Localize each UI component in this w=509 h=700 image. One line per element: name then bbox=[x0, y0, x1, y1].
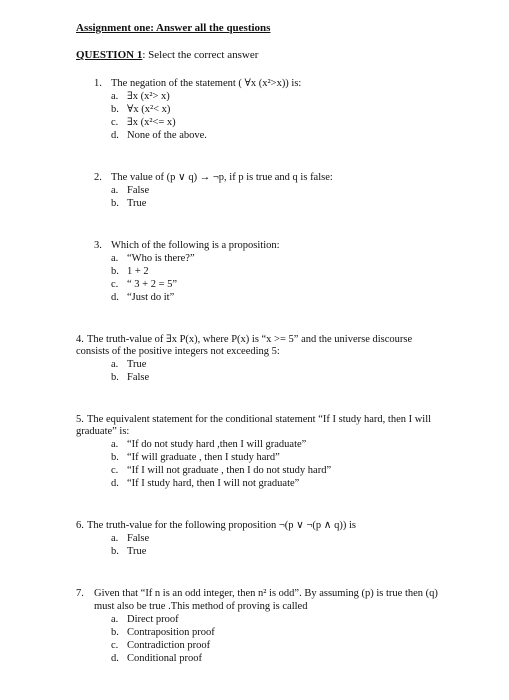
question-5-option-b-letter: b. bbox=[111, 452, 119, 463]
question-instruction: : Select the correct answer bbox=[142, 49, 259, 61]
question-7-option-c[interactable]: Contradiction proof bbox=[127, 640, 211, 651]
question-5-option-a-letter: a. bbox=[111, 439, 119, 450]
question-7-option-d[interactable]: Conditional proof bbox=[127, 653, 202, 664]
question-2-number: 2. bbox=[94, 172, 102, 183]
question-5-number: 5. bbox=[76, 414, 84, 425]
question-7-stem-continued: must also be true .This method of proving is called bbox=[94, 601, 308, 612]
question-3-option-c-letter: c. bbox=[111, 279, 119, 290]
question-7-option-a-letter: a. bbox=[111, 614, 119, 625]
question-1-stem: The negation of the statement ( ∀x (x²>x)) is: bbox=[111, 78, 302, 89]
question-7-stem: Given that “If n is an odd integer, then n² is odd”. By assuming (p) is true then (q) bbox=[94, 588, 438, 599]
question-3-option-d-letter: d. bbox=[111, 292, 119, 303]
question-7-option-c-letter: c. bbox=[111, 640, 119, 651]
question-4-stem-continued: consists of the positive integers not exceeding 5: bbox=[76, 346, 280, 357]
question-5-option-b[interactable]: “If will graduate , then I study hard” bbox=[127, 452, 280, 463]
question-1-option-b[interactable]: ∀x (x²< x) bbox=[127, 104, 171, 115]
question-7-option-b[interactable]: Contraposition proof bbox=[127, 627, 215, 638]
question-4-option-b[interactable]: False bbox=[127, 372, 150, 383]
question-6-option-a-letter: a. bbox=[111, 533, 119, 544]
question-5-option-a[interactable]: “If do not study hard ,then I will graduate” bbox=[127, 439, 307, 450]
question-6-option-b[interactable]: True bbox=[127, 546, 147, 557]
question-1-option-d-letter: d. bbox=[111, 130, 119, 141]
question-5-option-c-letter: c. bbox=[111, 465, 119, 476]
question-5-option-d[interactable]: “If I study hard, then I will not graduate” bbox=[127, 478, 300, 489]
question-3-option-b-letter: b. bbox=[111, 266, 119, 277]
question-3-option-c[interactable]: “ 3 + 2 = 5” bbox=[127, 279, 178, 290]
question-5-stem-continued: graduate” is: bbox=[76, 426, 130, 437]
question-4-option-a-letter: a. bbox=[111, 359, 119, 370]
question-1-option-a[interactable]: ∃x (x²> x) bbox=[127, 91, 170, 102]
question-1-option-c-letter: c. bbox=[111, 117, 119, 128]
question-7-option-a[interactable]: Direct proof bbox=[127, 614, 179, 625]
question-1-option-d[interactable]: None of the above. bbox=[127, 130, 207, 141]
question-4-number: 4. bbox=[76, 334, 84, 345]
question-1-option-b-letter: b. bbox=[111, 104, 119, 115]
question-4-stem: The truth-value of ∃x P(x), where P(x) is “x >= 5” and the universe discourse bbox=[87, 334, 413, 345]
question-7-option-b-letter: b. bbox=[111, 627, 119, 638]
question-3-option-b[interactable]: 1 + 2 bbox=[127, 266, 149, 277]
question-7-number: 7. bbox=[76, 588, 84, 599]
question-6-option-a[interactable]: False bbox=[127, 533, 150, 544]
question-label: QUESTION 1 bbox=[76, 49, 143, 61]
question-6-number: 6. bbox=[76, 520, 84, 531]
question-3-option-d[interactable]: “Just do it” bbox=[127, 292, 175, 303]
question-6-stem: The truth-value for the following proposition ¬(p ∨ ¬(p ∧ q)) is bbox=[87, 520, 356, 531]
question-5-option-d-letter: d. bbox=[111, 478, 119, 489]
assignment-title: Assignment one: Answer all the questions bbox=[76, 22, 271, 34]
question-4-option-a[interactable]: True bbox=[127, 359, 147, 370]
question-7-option-d-letter: d. bbox=[111, 653, 119, 664]
question-section-header bbox=[76, 49, 258, 61]
question-2-option-b-letter: b. bbox=[111, 198, 119, 209]
question-3-number: 3. bbox=[94, 240, 102, 251]
question-5-option-c[interactable]: “If I will not graduate , then I do not study hard” bbox=[127, 465, 332, 476]
question-1-option-a-letter: a. bbox=[111, 91, 119, 102]
question-6-option-b-letter: b. bbox=[111, 546, 119, 557]
question-2-option-a[interactable]: False bbox=[127, 185, 150, 196]
question-2-stem: The value of (p ∨ q) → ¬p, if p is true and q is false: bbox=[111, 172, 333, 183]
question-3-stem: Which of the following is a proposition: bbox=[111, 240, 280, 251]
question-1-number: 1. bbox=[94, 78, 102, 89]
question-3-option-a[interactable]: “Who is there?” bbox=[127, 253, 195, 264]
question-4-option-b-letter: b. bbox=[111, 372, 119, 383]
question-2-option-b[interactable]: True bbox=[127, 198, 147, 209]
question-5-stem: The equivalent statement for the conditional statement “If I study hard, then I will bbox=[87, 414, 432, 425]
question-1-option-c[interactable]: ∃x (x²<= x) bbox=[127, 117, 176, 128]
question-3-option-a-letter: a. bbox=[111, 253, 119, 264]
question-2-option-a-letter: a. bbox=[111, 185, 119, 196]
